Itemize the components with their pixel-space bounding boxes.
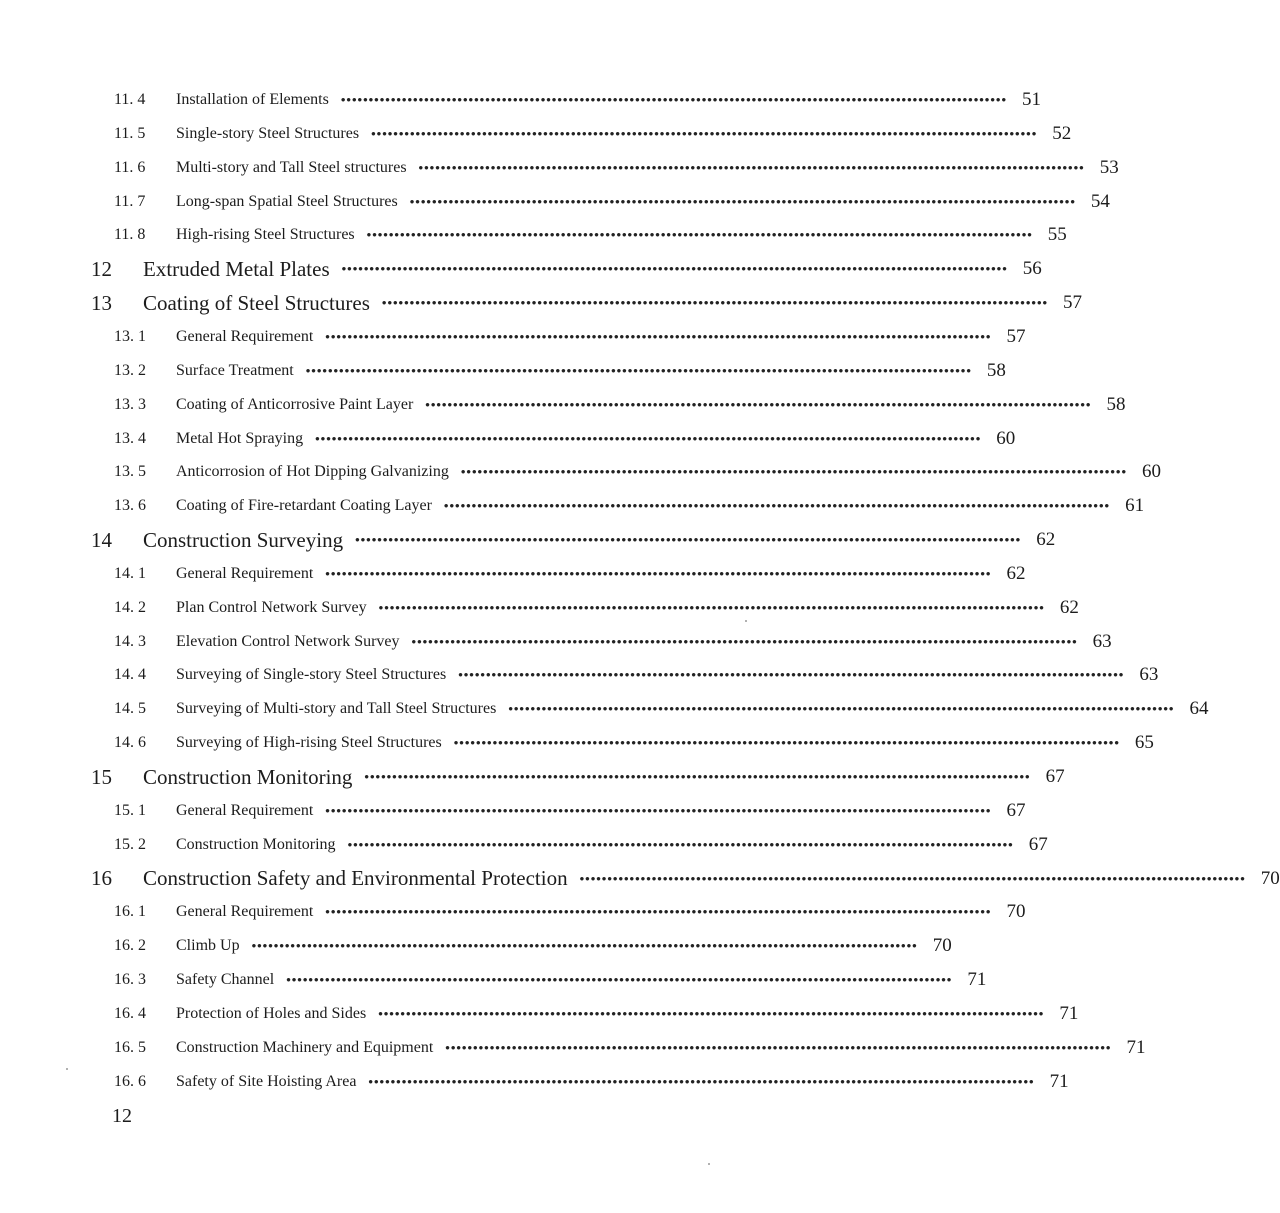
toc-entry-number: 15 xyxy=(91,764,112,789)
dot-leader: •••••••••••••••••••••••••••••••••••••••••••••••••••••••••••••••••••••••••••••••••••••••••••••••••••••••••••••••••••••••• xyxy=(371,125,1038,141)
toc-entry-page: 57 xyxy=(1063,292,1083,314)
toc-entry-page: 67 xyxy=(1028,833,1048,855)
toc-entry-title: Coating of Steel Structures xyxy=(143,290,370,315)
dot-leader: •••••••••••••••••••••••••••••••••••••••••••••••••••••••••••••••••••••••••••••••••••••••••••••••••••••••••••••••••••••••• xyxy=(325,802,992,818)
toc-entry-title: General Requirement xyxy=(176,903,314,921)
dot-leader: •••••••••••••••••••••••••••••••••••••••••••••••••••••••••••••••••••••••••••••••••••••••••••••••••••••••••••••••••••••••• xyxy=(453,735,1120,751)
toc-entry-page: 71 xyxy=(967,969,987,991)
toc-entry-page: 67 xyxy=(1045,766,1065,787)
toc-entry-title: Protection of Holes and Sides xyxy=(176,1004,367,1022)
toc-entry-title: Long-span Spatial Steel Structures xyxy=(176,192,398,210)
toc-section-row[interactable] xyxy=(114,559,1026,589)
toc-section-row[interactable] xyxy=(114,593,1079,623)
toc-section-row[interactable] xyxy=(114,931,952,961)
toc-entry-number: 13. 5 xyxy=(114,463,146,481)
dot-leader: •••••••••••••••••••••••••••••••••••••••••••••••••••••••••••••••••••••••••••••••••••••••••••••••••••••••••••••••••••••••• xyxy=(325,328,992,344)
toc-section-row[interactable] xyxy=(114,153,1119,183)
toc-entry-page: 61 xyxy=(1125,495,1145,517)
toc-entry-number: 15. 2 xyxy=(114,835,146,853)
toc-section-row[interactable] xyxy=(114,85,1042,115)
toc-section-row[interactable] xyxy=(114,1067,1069,1097)
toc-entry-title: Installation of Elements xyxy=(176,91,329,108)
toc-entry-number: 14. 4 xyxy=(114,666,146,684)
toc-section-row[interactable] xyxy=(114,999,1079,1029)
toc-entry-title: Safety of Site Hoisting Area xyxy=(176,1072,357,1090)
toc-entry-page: 63 xyxy=(1139,664,1159,686)
dot-leader: •••••••••••••••••••••••••••••••••••••••••••••••••••••••••••••••••••••••••••••••••••••••••••••••••••••••••••••••••••••••• xyxy=(325,904,992,920)
toc-entry-title: Construction Machinery and Equipment xyxy=(176,1038,434,1056)
toc-entry-number: 11. 5 xyxy=(114,124,146,142)
dot-leader: •••••••••••••••••••••••••••••••••••••••••••••••••••••••••••••••••••••••••••••••••••••••••••••••••••••••••••••••••••••••• xyxy=(341,261,1008,277)
toc-entry-title: General Requirement xyxy=(176,801,314,819)
toc-entry-title: Surveying of Multi-story and Tall Steel Structures xyxy=(176,700,497,718)
dot-leader: •••••••••••••••••••••••••••••••••••••••••••••••••••••••••••••••••••••••••••••••••••••••••••••••••••••••••••••••••••••••• xyxy=(579,870,1246,886)
toc-entry-page: 63 xyxy=(1092,630,1112,652)
toc-entry-number: 13. 6 xyxy=(114,497,146,515)
dot-leader: •••••••••••••••••••••••••••••••••••••••••••••••••••••••••••••••••••••••••••••••••••••••••••••••••••••••••••••••••••••••• xyxy=(366,227,1033,243)
toc-entry-number: 14. 6 xyxy=(114,734,146,752)
toc-entry-number: 13 xyxy=(91,290,112,315)
scan-speck xyxy=(745,620,747,622)
toc-entry-page: 60 xyxy=(1142,461,1161,483)
toc-entry-page: 54 xyxy=(1090,190,1110,212)
toc-entry-page: 62 xyxy=(1059,596,1079,618)
toc-entry-page: 62 xyxy=(1006,562,1026,584)
toc-section-row[interactable] xyxy=(114,796,1026,826)
toc-entry-title: General Requirement xyxy=(176,564,314,582)
toc-section-row[interactable] xyxy=(114,390,1126,420)
toc-entry-number: 14 xyxy=(91,527,112,552)
toc-entry-page: 51 xyxy=(1022,89,1042,110)
toc-entry-title: Coating of Fire-retardant Coating Layer xyxy=(176,497,432,515)
toc-section-row[interactable] xyxy=(114,220,1067,250)
toc-entry-number: 16. 6 xyxy=(114,1072,146,1090)
dot-leader: •••••••••••••••••••••••••••••••••••••••••••••••••••••••••••••••••••••••••••••••••••••••••••••••••••••••••••••••••••••••• xyxy=(325,565,992,581)
dot-leader: •••••••••••••••••••••••••••••••••••••••••••••••••••••••••••••••••••••••••••••••••••••••••••••••••••••••••••••••••••••••• xyxy=(378,599,1045,615)
toc-chapter-row[interactable] xyxy=(91,288,1083,318)
dot-leader: •••••••••••••••••••••••••••••••••••••••••••••••••••••••••••••••••••••••••••••••••••••••••••••••••••••••••••••••••••••••• xyxy=(347,836,1014,852)
toc-section-row[interactable] xyxy=(114,830,1048,860)
toc-chapter-row[interactable] xyxy=(91,762,1065,792)
toc-entry-number: 16. 2 xyxy=(114,937,146,955)
dot-leader: •••••••••••••••••••••••••••••••••••••••••••••••••••••••••••••••••••••••••••••••••••••••••••••••••••••••••••••••••••••••• xyxy=(458,667,1125,683)
toc-entry-number: 12 xyxy=(91,256,112,281)
toc-entry-page: 60 xyxy=(996,427,1016,449)
dot-leader: •••••••••••••••••••••••••••••••••••••••••••••••••••••••••••••••••••••••••••••••••••••••••••••••••••••••••••••••••••••••• xyxy=(315,430,982,446)
toc-entry-title: Anticorrosion of Hot Dipping Galvanizing xyxy=(176,463,449,481)
dot-leader: •••••••••••••••••••••••••••••••••••••••••••••••••••••••••••••••••••••••••••••••••••••••••••••••••••••••••••••••••••••••• xyxy=(443,498,1111,514)
toc-entry-number: 11. 4 xyxy=(114,91,146,108)
toc-entry-title: Surveying of Single-story Steel Structures xyxy=(176,666,447,684)
page-number: 12 xyxy=(112,1105,132,1127)
toc-entry-page: 55 xyxy=(1047,224,1067,246)
toc-entry-number: 16 xyxy=(91,866,112,891)
toc-entry-title: Construction Monitoring xyxy=(143,764,353,789)
toc-entry-number: 14. 5 xyxy=(114,700,146,718)
toc-entry-title: Extruded Metal Plates xyxy=(143,256,330,281)
toc-entry-number: 13. 1 xyxy=(114,327,146,345)
toc-entry-title: Surface Treatment xyxy=(176,361,294,379)
toc-chapter-row[interactable] xyxy=(91,864,1280,894)
toc-entry-title: Climb Up xyxy=(176,937,240,955)
dot-leader: •••••••••••••••••••••••••••••••••••••••••••••••••••••••••••••••••••••••••••••••••••••••••••••••••••••••••••••••••••••••• xyxy=(340,92,1008,107)
toc-entry-page: 71 xyxy=(1126,1036,1146,1058)
toc-section-row[interactable] xyxy=(114,356,1006,386)
dot-leader: •••••••••••••••••••••••••••••••••••••••••••••••••••••••••••••••••••••••••••••••••••••••••••••••••••••••••••••••••••••••• xyxy=(251,938,918,954)
toc-entry-page: 58 xyxy=(986,359,1006,381)
toc-entry-number: 13. 4 xyxy=(114,429,146,447)
toc-entry-number: 16. 4 xyxy=(114,1004,146,1022)
toc-entry-title: Single-story Steel Structures xyxy=(176,124,360,142)
toc-entry-page: 71 xyxy=(1049,1070,1069,1092)
dot-leader: •••••••••••••••••••••••••••••••••••••••••••••••••••••••••••••••••••••••••••••••••••••••••••••••••••••••••••••••••••••••• xyxy=(381,295,1049,311)
toc-entry-title: General Requirement xyxy=(176,327,314,345)
toc-entry-title: Plan Control Network Survey xyxy=(176,598,367,616)
toc-entry-number: 14. 2 xyxy=(114,598,146,616)
toc-entry-title: Surveying of High-rising Steel Structures xyxy=(176,734,442,752)
toc-section-row[interactable] xyxy=(114,187,1110,217)
toc-entry-title: Construction Surveying xyxy=(143,527,344,552)
dot-leader: •••••••••••••••••••••••••••••••••••••••••••••••••••••••••••••••••••••••••••••••••••••••••••••••••••••••••••••••••••••••• xyxy=(418,159,1085,175)
toc-entry-title: Construction Monitoring xyxy=(176,835,336,853)
dot-leader: •••••••••••••••••••••••••••••••••••••••••••••••••••••••••••••••••••••••••••••••••••••••••••••••••••••••••••••••••••••••• xyxy=(355,532,1022,548)
dot-leader: •••••••••••••••••••••••••••••••••••••••••••••••••••••••••••••••••••••••••••••••••••••••••••••••••••••••••••••••••••••••• xyxy=(378,1005,1045,1021)
toc-entry-title: Coating of Anticorrosive Paint Layer xyxy=(176,395,414,413)
dot-leader: •••••••••••••••••••••••••••••••••••••••••••••••••••••••••••••••••••••••••••••••••••••••••••••••••••••••••••••••••••••••• xyxy=(425,396,1092,412)
toc-entry-page: 70 xyxy=(1006,901,1026,923)
toc-section-row[interactable] xyxy=(114,660,1159,690)
dot-leader: •••••••••••••••••••••••••••••••••••••••••••••••••••••••••••••••••••••••••••••••••••••••••••••••••••••••••••••••••••••••• xyxy=(460,464,1127,480)
toc-entry-number: 16. 5 xyxy=(114,1038,146,1056)
toc-section-row[interactable] xyxy=(114,119,1072,149)
toc-entry-number: 11. 8 xyxy=(114,226,146,244)
scan-speck xyxy=(66,1068,68,1070)
toc-entry-number: 11. 6 xyxy=(114,158,146,176)
toc-section-row[interactable] xyxy=(114,965,987,995)
toc-entry-page: 62 xyxy=(1036,529,1056,551)
toc-entry-page: 64 xyxy=(1189,698,1209,720)
toc-entry-page: 71 xyxy=(1059,1002,1079,1024)
toc-entry-number: 15. 1 xyxy=(114,801,146,819)
dot-leader: •••••••••••••••••••••••••••••••••••••••••••••••••••••••••••••••••••••••••••••••••••••••••••••••••••••••••••••••••••••••• xyxy=(305,362,972,378)
toc-entry-number: 13. 2 xyxy=(114,361,146,379)
toc-section-row[interactable] xyxy=(114,627,1112,657)
toc-section-row[interactable] xyxy=(114,424,1016,454)
toc-entry-title: Metal Hot Spraying xyxy=(176,429,304,447)
dot-leader: •••••••••••••••••••••••••••••••••••••••••••••••••••••••••••••••••••••••••••••••••••••••••••••••••••••••••••••••••••••••• xyxy=(368,1073,1035,1089)
toc-section-row[interactable] xyxy=(114,457,1161,487)
dot-leader: •••••••••••••••••••••••••••••••••••••••••••••••••••••••••••••••••••••••••••••••••••••••••••••••••••••••••••••••••••••••• xyxy=(445,1039,1112,1055)
toc-section-row[interactable] xyxy=(114,728,1154,758)
dot-leader: •••••••••••••••••••••••••••••••••••••••••••••••••••••••••••••••••••••••••••••••••••••••••••••••••••••••••••••••••••••••• xyxy=(508,701,1175,717)
toc-entry-page: 70 xyxy=(932,935,952,957)
dot-leader: •••••••••••••••••••••••••••••••••••••••••••••••••••••••••••••••••••••••••••••••••••••••••••••••••••••••••••••••••••••••• xyxy=(286,972,953,988)
toc-entry-title: High-rising Steel Structures xyxy=(176,226,355,244)
scan-speck xyxy=(708,1163,710,1165)
toc-section-row[interactable] xyxy=(114,694,1209,724)
toc-entry-title: Construction Safety and Environmental Protection xyxy=(143,866,568,891)
toc-entry-title: Multi-story and Tall Steel structures xyxy=(176,158,407,176)
toc-entry-title: Elevation Control Network Survey xyxy=(176,632,400,650)
toc-chapter-row[interactable] xyxy=(91,525,1056,555)
toc-entry-page: 65 xyxy=(1134,732,1154,754)
toc-entry-number: 13. 3 xyxy=(114,395,146,413)
toc-section-row[interactable] xyxy=(114,322,1026,352)
toc-entry-number: 16. 3 xyxy=(114,971,146,989)
dot-leader: •••••••••••••••••••••••••••••••••••••••••••••••••••••••••••••••••••••••••••••••••••••••••••••••••••••••••••••••••••••••• xyxy=(409,193,1076,209)
toc-entry-number: 14. 1 xyxy=(114,564,146,582)
toc-entry-title: Safety Channel xyxy=(176,971,275,989)
toc-section-row[interactable] xyxy=(114,1033,1146,1063)
toc-entry-page: 56 xyxy=(1022,258,1042,280)
dot-leader: •••••••••••••••••••••••••••••••••••••••••••••••••••••••••••••••••••••••••••••••••••••••••••••••••••••••••••••••••••••••• xyxy=(364,769,1031,784)
toc-chapter-row[interactable] xyxy=(91,254,1042,284)
toc-entry-number: 11. 7 xyxy=(114,192,146,210)
toc-entry-page: 70 xyxy=(1260,867,1280,889)
toc-entry-page: 57 xyxy=(1006,325,1026,347)
toc-section-row[interactable] xyxy=(114,897,1026,927)
toc-entry-page: 52 xyxy=(1052,122,1072,144)
toc-entry-number: 14. 3 xyxy=(114,632,146,650)
toc-entry-page: 58 xyxy=(1106,393,1126,415)
toc-entry-page: 53 xyxy=(1099,156,1119,178)
toc-section-row[interactable] xyxy=(114,491,1145,521)
toc-entry-page: 67 xyxy=(1006,799,1026,821)
dot-leader: •••••••••••••••••••••••••••••••••••••••••••••••••••••••••••••••••••••••••••••••••••••••••••••••••••••••••••••••••••••••• xyxy=(411,633,1078,649)
toc-entry-number: 16. 1 xyxy=(114,903,146,921)
